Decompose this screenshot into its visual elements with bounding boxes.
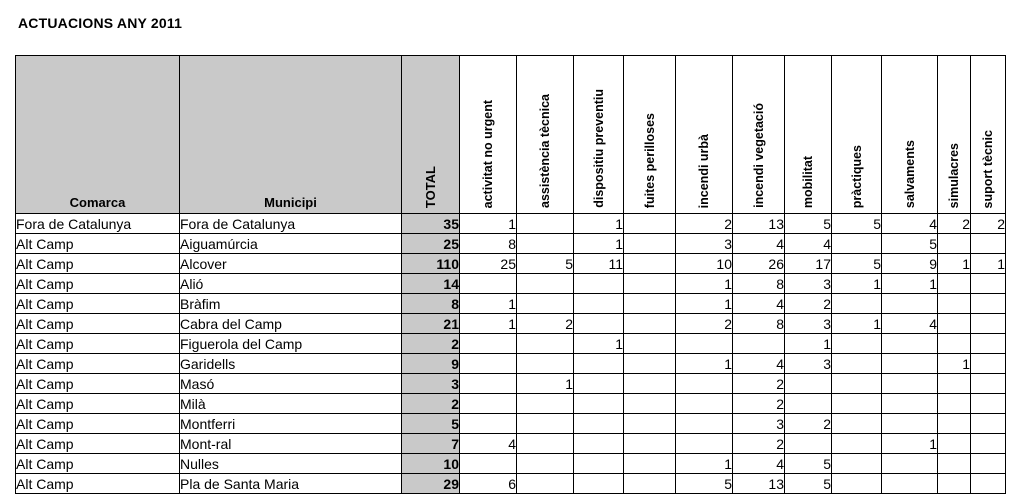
- cell-value: [832, 434, 882, 454]
- cell-value: [785, 394, 832, 414]
- cell-value: 1: [517, 374, 574, 394]
- cell-value: [574, 314, 624, 334]
- cell-value: 1: [882, 434, 938, 454]
- cell-value: [882, 454, 938, 474]
- cell-value: 4: [733, 294, 785, 314]
- cell-value: 5: [785, 474, 832, 494]
- cell-value: 2: [733, 374, 785, 394]
- cell-value: [624, 474, 676, 494]
- cell-value: 13: [733, 214, 785, 234]
- cell-value: 2: [676, 314, 733, 334]
- cell-value: [517, 454, 574, 474]
- cell-value: 5: [832, 214, 882, 234]
- cell-value: 1: [785, 334, 832, 354]
- cell-value: [574, 274, 624, 294]
- cell-comarca: Alt Camp: [16, 334, 180, 354]
- cell-value: [971, 234, 1006, 254]
- cell-value: [574, 434, 624, 454]
- cell-municipi: Mont-ral: [180, 434, 402, 454]
- cell-value: [882, 374, 938, 394]
- table-row: [16, 214, 1006, 234]
- cell-value: 4: [785, 234, 832, 254]
- cell-value: 1: [676, 354, 733, 374]
- cell-value: 6: [460, 474, 517, 494]
- cell-value: [938, 394, 971, 414]
- cell-comarca: Alt Camp: [16, 374, 180, 394]
- cell-value: [624, 214, 676, 234]
- cell-value: 9: [882, 254, 938, 274]
- cell-value: 1: [676, 454, 733, 474]
- cell-value: [733, 334, 785, 354]
- cell-value: [971, 434, 1006, 454]
- cell-value: 3: [733, 414, 785, 434]
- table-row: [16, 474, 1006, 494]
- cell-value: [574, 474, 624, 494]
- cell-value: [624, 414, 676, 434]
- cell-value: 17: [785, 254, 832, 274]
- cell-comarca: Alt Camp: [16, 274, 180, 294]
- cell-value: 1: [832, 274, 882, 294]
- cell-value: 3: [676, 234, 733, 254]
- header-category: [832, 56, 882, 214]
- cell-value: 5: [832, 254, 882, 274]
- cell-value: [832, 414, 882, 434]
- cell-comarca: Alt Camp: [16, 294, 180, 314]
- cell-value: [882, 354, 938, 374]
- cell-value: 3: [785, 314, 832, 334]
- cell-total: 10: [402, 454, 460, 474]
- table-row: [16, 334, 1006, 354]
- table-body: [16, 214, 1006, 494]
- cell-value: [785, 374, 832, 394]
- cell-value: [938, 374, 971, 394]
- header-comarca: Comarca: [16, 56, 180, 214]
- cell-municipi: Fora de Catalunya: [180, 214, 402, 234]
- table-row: [16, 374, 1006, 394]
- cell-value: [624, 254, 676, 274]
- cell-value: [624, 234, 676, 254]
- cell-municipi: Montferri: [180, 414, 402, 434]
- cell-municipi: Pla de Santa Maria: [180, 474, 402, 494]
- cell-value: [785, 434, 832, 454]
- cell-value: 2: [733, 394, 785, 414]
- cell-value: [574, 454, 624, 474]
- cell-municipi: Cabra del Camp: [180, 314, 402, 334]
- cell-value: [460, 394, 517, 414]
- cell-comarca: Alt Camp: [16, 434, 180, 454]
- header-category: [938, 56, 971, 214]
- cell-value: [517, 414, 574, 434]
- cell-value: [676, 334, 733, 354]
- header-category-label: salvaments: [902, 139, 917, 208]
- cell-municipi: Masó: [180, 374, 402, 394]
- cell-value: [882, 294, 938, 314]
- cell-value: 2: [785, 294, 832, 314]
- header-total-label: TOTAL: [422, 165, 438, 208]
- cell-value: 3: [785, 354, 832, 374]
- cell-municipi: Bràfim: [180, 294, 402, 314]
- cell-value: [832, 374, 882, 394]
- header-category: [574, 56, 624, 214]
- cell-value: [624, 314, 676, 334]
- cell-value: [624, 374, 676, 394]
- cell-value: 5: [882, 234, 938, 254]
- header-category: [882, 56, 938, 214]
- cell-total: 5: [402, 414, 460, 434]
- header-category: [676, 56, 733, 214]
- cell-value: 11: [574, 254, 624, 274]
- cell-value: [938, 454, 971, 474]
- cell-value: [971, 274, 1006, 294]
- cell-comarca: Alt Camp: [16, 254, 180, 274]
- header-municipi: Municipi: [180, 56, 402, 214]
- cell-value: [574, 354, 624, 374]
- cell-total: 2: [402, 394, 460, 414]
- cell-value: [971, 354, 1006, 374]
- cell-value: [624, 354, 676, 374]
- cell-value: 13: [733, 474, 785, 494]
- cell-value: [938, 234, 971, 254]
- actuacions-table: [15, 55, 1006, 494]
- cell-municipi: Milà: [180, 394, 402, 414]
- cell-value: 3: [785, 274, 832, 294]
- cell-value: [517, 434, 574, 454]
- cell-value: [938, 294, 971, 314]
- cell-value: 8: [733, 274, 785, 294]
- header-row: [16, 56, 1006, 214]
- cell-value: [574, 374, 624, 394]
- cell-total: 9: [402, 354, 460, 374]
- cell-value: [971, 294, 1006, 314]
- cell-value: [574, 414, 624, 434]
- header-category-label: activitat no urgent: [481, 99, 495, 208]
- cell-municipi: Garidells: [180, 354, 402, 374]
- cell-total: 8: [402, 294, 460, 314]
- cell-comarca: Alt Camp: [16, 394, 180, 414]
- cell-comarca: Alt Camp: [16, 414, 180, 434]
- header-category: [971, 56, 1006, 214]
- table-row: [16, 274, 1006, 294]
- cell-value: [971, 314, 1006, 334]
- cell-total: 25: [402, 234, 460, 254]
- cell-comarca: Alt Camp: [16, 354, 180, 374]
- header-category-label: dispositiu preventiu: [591, 89, 606, 208]
- cell-value: [882, 414, 938, 434]
- cell-value: [574, 294, 624, 314]
- cell-total: 110: [402, 254, 460, 274]
- cell-value: 1: [832, 314, 882, 334]
- cell-value: [832, 234, 882, 254]
- cell-total: 3: [402, 374, 460, 394]
- table-row: [16, 454, 1006, 474]
- cell-value: 2: [785, 414, 832, 434]
- cell-value: 1: [676, 294, 733, 314]
- cell-value: 2: [517, 314, 574, 334]
- cell-value: 8: [460, 234, 517, 254]
- cell-municipi: Alió: [180, 274, 402, 294]
- cell-comarca: Alt Camp: [16, 474, 180, 494]
- cell-value: [517, 474, 574, 494]
- cell-value: [938, 414, 971, 434]
- cell-value: [832, 334, 882, 354]
- cell-value: [882, 334, 938, 354]
- cell-value: 1: [938, 254, 971, 274]
- header-category-label: fuites perilloses: [642, 112, 657, 208]
- cell-value: [882, 394, 938, 414]
- cell-value: [676, 434, 733, 454]
- cell-value: [460, 334, 517, 354]
- cell-municipi: Alcover: [180, 254, 402, 274]
- cell-value: 1: [574, 234, 624, 254]
- cell-value: 5: [785, 454, 832, 474]
- cell-value: 8: [733, 314, 785, 334]
- cell-value: [624, 274, 676, 294]
- cell-value: 1: [574, 334, 624, 354]
- cell-value: [624, 294, 676, 314]
- cell-value: [938, 474, 971, 494]
- cell-total: 35: [402, 214, 460, 234]
- cell-value: [574, 394, 624, 414]
- cell-comarca: Alt Camp: [16, 314, 180, 334]
- cell-comarca: Alt Camp: [16, 454, 180, 474]
- cell-value: [832, 354, 882, 374]
- cell-value: [938, 334, 971, 354]
- cell-total: 29: [402, 474, 460, 494]
- cell-total: 14: [402, 274, 460, 294]
- cell-municipi: Aiguamúrcia: [180, 234, 402, 254]
- header-category: [460, 56, 517, 214]
- cell-value: 5: [517, 254, 574, 274]
- cell-value: 4: [882, 214, 938, 234]
- cell-value: 1: [676, 274, 733, 294]
- cell-value: [938, 274, 971, 294]
- cell-value: 2: [676, 214, 733, 234]
- header-category: [624, 56, 676, 214]
- cell-value: [832, 454, 882, 474]
- cell-value: [517, 214, 574, 234]
- cell-value: [676, 414, 733, 434]
- cell-value: 4: [460, 434, 517, 454]
- cell-comarca: Alt Camp: [16, 234, 180, 254]
- cell-total: 2: [402, 334, 460, 354]
- cell-value: 4: [733, 234, 785, 254]
- header-category-label: incendi vegetació: [751, 103, 766, 208]
- cell-value: 1: [460, 214, 517, 234]
- cell-value: [971, 414, 1006, 434]
- cell-value: 5: [676, 474, 733, 494]
- table-row: [16, 434, 1006, 454]
- cell-value: 5: [785, 214, 832, 234]
- cell-value: [460, 414, 517, 434]
- document-title: ACTUACIONS ANY 2011: [18, 15, 183, 31]
- header-category-label: pràctiques: [849, 144, 864, 208]
- cell-value: [882, 474, 938, 494]
- header-category: [785, 56, 832, 214]
- cell-value: [971, 454, 1006, 474]
- cell-value: [832, 474, 882, 494]
- cell-municipi: Figuerola del Camp: [180, 334, 402, 354]
- cell-value: [460, 374, 517, 394]
- cell-value: [938, 434, 971, 454]
- cell-value: 2: [938, 214, 971, 234]
- header-category-label: incendi urbà: [697, 133, 711, 208]
- cell-value: [676, 394, 733, 414]
- cell-value: [460, 274, 517, 294]
- table-row: [16, 234, 1006, 254]
- cell-value: 1: [938, 354, 971, 374]
- header-category-label: simulacres: [947, 142, 961, 208]
- cell-value: 1: [460, 314, 517, 334]
- cell-value: [517, 394, 574, 414]
- header-category-label: suport tècnic: [981, 129, 995, 208]
- cell-value: [517, 274, 574, 294]
- table-row: [16, 294, 1006, 314]
- cell-comarca: Fora de Catalunya: [16, 214, 180, 234]
- cell-value: 25: [460, 254, 517, 274]
- cell-value: 2: [733, 434, 785, 454]
- cell-value: 4: [733, 354, 785, 374]
- cell-value: [517, 354, 574, 374]
- cell-value: [832, 394, 882, 414]
- cell-value: [517, 234, 574, 254]
- cell-value: [460, 454, 517, 474]
- header-category: [517, 56, 574, 214]
- cell-value: [624, 454, 676, 474]
- cell-value: 2: [971, 214, 1006, 234]
- cell-value: [517, 294, 574, 314]
- cell-value: [624, 394, 676, 414]
- cell-value: 4: [882, 314, 938, 334]
- header-category-label: assistència tècnica: [538, 94, 552, 208]
- cell-municipi: Nulles: [180, 454, 402, 474]
- table-row: [16, 394, 1006, 414]
- table-row: [16, 414, 1006, 434]
- cell-value: 4: [733, 454, 785, 474]
- header-category-label: mobilitat: [801, 155, 815, 208]
- cell-value: [460, 354, 517, 374]
- cell-total: 7: [402, 434, 460, 454]
- cell-value: [971, 474, 1006, 494]
- cell-value: [971, 374, 1006, 394]
- cell-value: 1: [574, 214, 624, 234]
- cell-value: [971, 334, 1006, 354]
- cell-value: [517, 334, 574, 354]
- cell-value: [624, 334, 676, 354]
- cell-value: [938, 314, 971, 334]
- cell-value: [676, 374, 733, 394]
- cell-value: [832, 294, 882, 314]
- cell-value: 1: [882, 274, 938, 294]
- cell-value: [624, 434, 676, 454]
- header-total: [402, 56, 460, 214]
- table-row: [16, 254, 1006, 274]
- cell-value: 1: [460, 294, 517, 314]
- cell-value: 10: [676, 254, 733, 274]
- cell-total: 21: [402, 314, 460, 334]
- cell-value: 26: [733, 254, 785, 274]
- table-row: [16, 314, 1006, 334]
- table-row: [16, 354, 1006, 374]
- cell-value: 1: [971, 254, 1006, 274]
- cell-value: [971, 394, 1006, 414]
- header-category: [733, 56, 785, 214]
